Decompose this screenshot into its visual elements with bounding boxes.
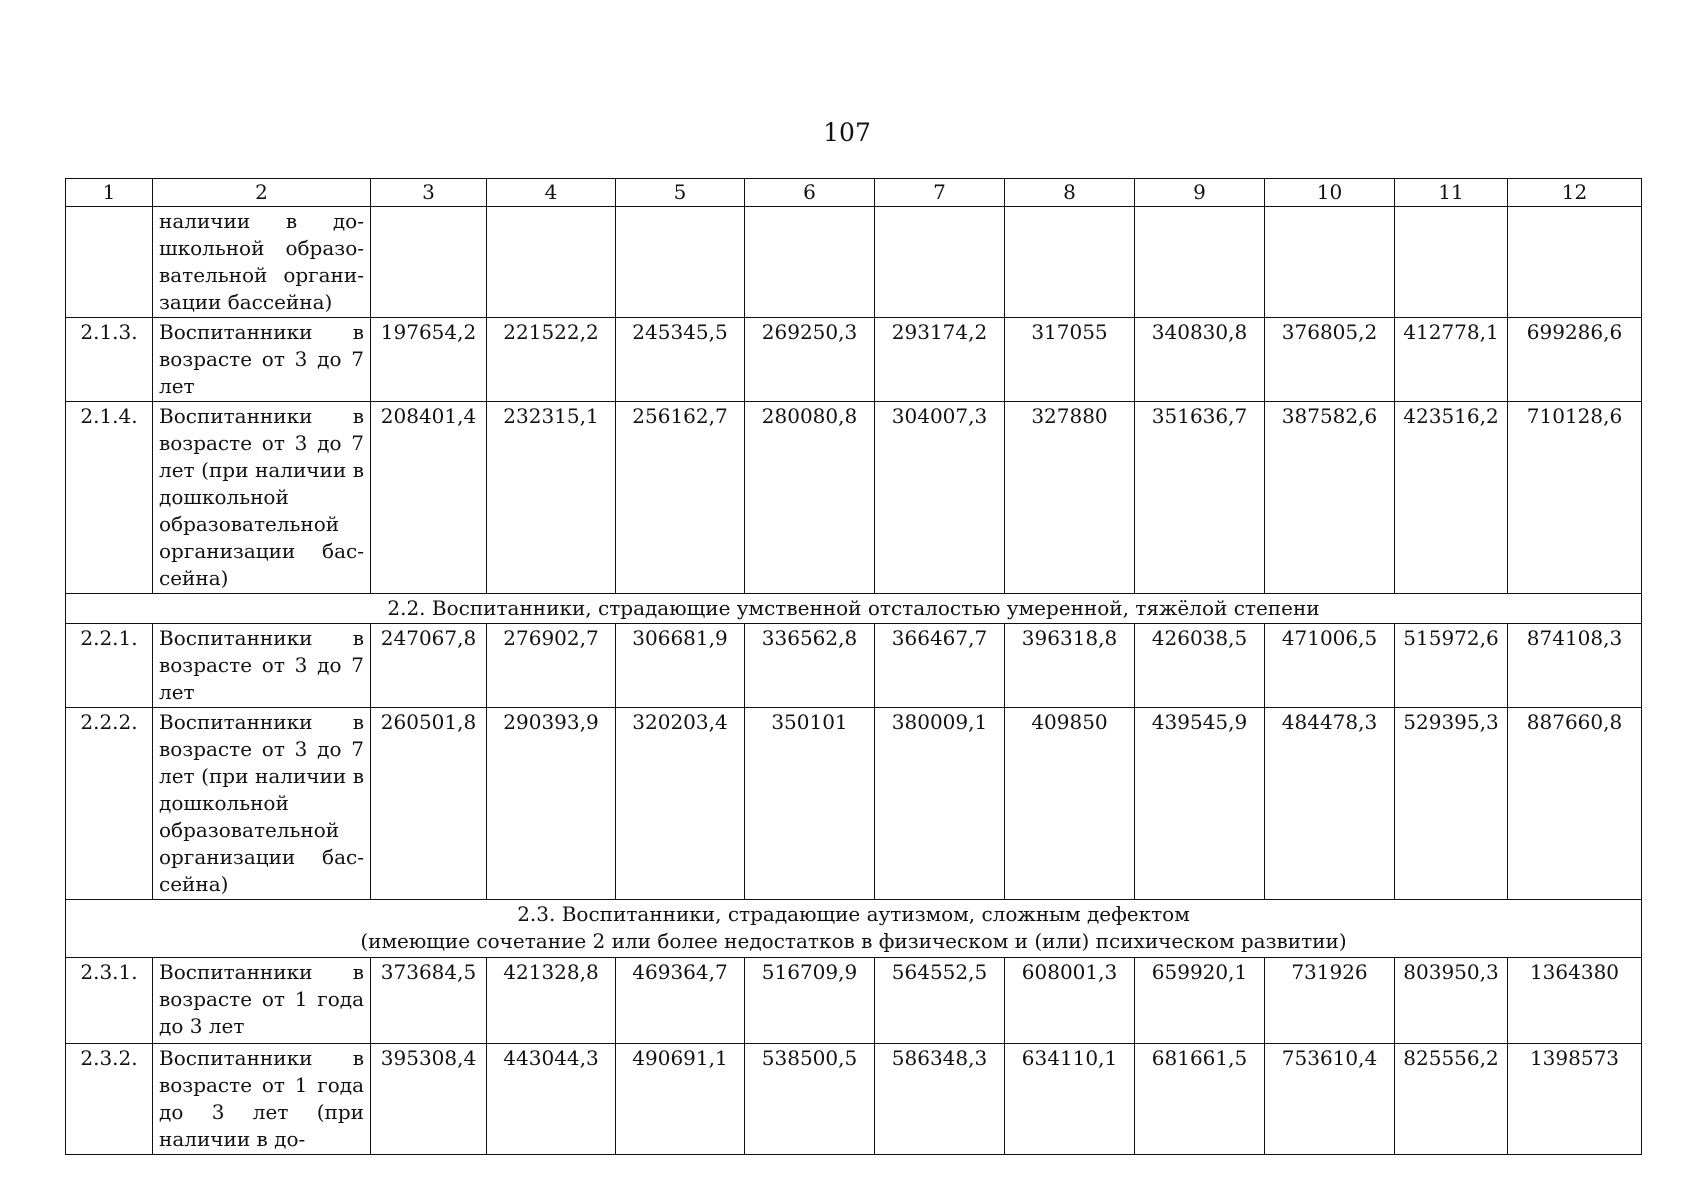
cell-value xyxy=(1508,207,1642,318)
column-number: 5 xyxy=(616,179,745,207)
cell-value: 471006,5 xyxy=(1265,624,1395,708)
cell-value: 247067,8 xyxy=(371,624,487,708)
cell-value: 825556,2 xyxy=(1395,1044,1508,1155)
row-name: Воспитанники в возрасте от 3 до 7 лет xyxy=(153,624,371,708)
column-number: 2 xyxy=(153,179,371,207)
row-name: Воспитанники в возрасте от 1 года до 3 лет (при наличии в до- xyxy=(153,1044,371,1155)
cell-value: 426038,5 xyxy=(1135,624,1265,708)
table-row xyxy=(66,318,1642,402)
table-row xyxy=(66,958,1642,1044)
table-row xyxy=(66,708,1642,900)
cell-value: 197654,2 xyxy=(371,318,487,402)
cell-value: 290393,9 xyxy=(487,708,616,900)
section-row xyxy=(66,594,1642,624)
row-number: 2.3.1. xyxy=(66,958,153,1044)
cell-value: 269250,3 xyxy=(745,318,875,402)
cell-value: 516709,9 xyxy=(745,958,875,1044)
section-heading: 2.2. Воспитанники, страдающие умственной отсталостью умеренной, тяжёлой степени xyxy=(66,594,1642,624)
cell-value: 1398573 xyxy=(1508,1044,1642,1155)
column-number-row xyxy=(66,179,1642,207)
cell-value: 681661,5 xyxy=(1135,1044,1265,1155)
table-row xyxy=(66,1044,1642,1155)
cell-value: 564552,5 xyxy=(875,958,1005,1044)
row-number: 2.3.2. xyxy=(66,1044,153,1155)
cell-value: 887660,8 xyxy=(1508,708,1642,900)
cell-value: 380009,1 xyxy=(875,708,1005,900)
column-number: 8 xyxy=(1005,179,1135,207)
cell-value: 376805,2 xyxy=(1265,318,1395,402)
row-name: Воспитанники в возрасте от 3 до 7 лет (при наличии в дошкольной образовательной организации бассейна) xyxy=(153,708,371,900)
column-number: 1 xyxy=(66,179,153,207)
cell-value: 396318,8 xyxy=(1005,624,1135,708)
row-number: 2.2.2. xyxy=(66,708,153,900)
cell-value xyxy=(616,207,745,318)
cell-value: 350101 xyxy=(745,708,875,900)
cell-value: 260501,8 xyxy=(371,708,487,900)
cell-value: 586348,3 xyxy=(875,1044,1005,1155)
column-number: 10 xyxy=(1265,179,1395,207)
row-name: Воспитанники в возрасте от 3 до 7 лет xyxy=(153,318,371,402)
cell-value: 634110,1 xyxy=(1005,1044,1135,1155)
cell-value: 373684,5 xyxy=(371,958,487,1044)
section-row xyxy=(66,900,1642,958)
cell-value xyxy=(745,207,875,318)
cell-value: 538500,5 xyxy=(745,1044,875,1155)
cell-value: 412778,1 xyxy=(1395,318,1508,402)
cell-value xyxy=(1395,207,1508,318)
row-number: 2.1.4. xyxy=(66,402,153,594)
row-number xyxy=(66,207,153,318)
cell-value: 221522,2 xyxy=(487,318,616,402)
cell-value: 366467,7 xyxy=(875,624,1005,708)
cell-value: 710128,6 xyxy=(1508,402,1642,594)
column-number: 7 xyxy=(875,179,1005,207)
cell-value: 515972,6 xyxy=(1395,624,1508,708)
cell-value: 208401,4 xyxy=(371,402,487,594)
data-table xyxy=(65,178,1642,1155)
column-number: 12 xyxy=(1508,179,1642,207)
cell-value: 256162,7 xyxy=(616,402,745,594)
section-heading xyxy=(66,900,1642,958)
cell-value: 351636,7 xyxy=(1135,402,1265,594)
cell-value: 320203,4 xyxy=(616,708,745,900)
cell-value: 469364,7 xyxy=(616,958,745,1044)
cell-value: 699286,6 xyxy=(1508,318,1642,402)
cell-value: 608001,3 xyxy=(1005,958,1135,1044)
cell-value: 421328,8 xyxy=(487,958,616,1044)
section-heading-line: 2.3. Воспитанники, страдающие аутизмом, сложным дефектом xyxy=(517,902,1190,926)
cell-value: 1364380 xyxy=(1508,958,1642,1044)
row-number: 2.2.1. xyxy=(66,624,153,708)
row-number: 2.1.3. xyxy=(66,318,153,402)
table-row xyxy=(66,624,1642,708)
cell-value: 280080,8 xyxy=(745,402,875,594)
cell-value xyxy=(1265,207,1395,318)
column-number: 3 xyxy=(371,179,487,207)
column-number: 9 xyxy=(1135,179,1265,207)
column-number: 4 xyxy=(487,179,616,207)
cell-value: 423516,2 xyxy=(1395,402,1508,594)
cell-value xyxy=(371,207,487,318)
cell-value: 731926 xyxy=(1265,958,1395,1044)
cell-value: 443044,3 xyxy=(487,1044,616,1155)
cell-value: 317055 xyxy=(1005,318,1135,402)
cell-value: 336562,8 xyxy=(745,624,875,708)
cell-value: 659920,1 xyxy=(1135,958,1265,1044)
cell-value xyxy=(1135,207,1265,318)
cell-value: 439545,9 xyxy=(1135,708,1265,900)
cell-value: 529395,3 xyxy=(1395,708,1508,900)
cell-value: 232315,1 xyxy=(487,402,616,594)
cell-value: 753610,4 xyxy=(1265,1044,1395,1155)
cell-value: 409850 xyxy=(1005,708,1135,900)
cell-value: 306681,9 xyxy=(616,624,745,708)
row-name: Воспитанники в возрасте от 3 до 7 лет (при наличии в дошкольной образовательной организации бассейна) xyxy=(153,402,371,594)
table-row xyxy=(66,207,1642,318)
cell-value: 803950,3 xyxy=(1395,958,1508,1044)
cell-value: 490691,1 xyxy=(616,1044,745,1155)
cell-value xyxy=(487,207,616,318)
cell-value: 484478,3 xyxy=(1265,708,1395,900)
cell-value: 387582,6 xyxy=(1265,402,1395,594)
cell-value: 340830,8 xyxy=(1135,318,1265,402)
table-row xyxy=(66,402,1642,594)
row-name: наличии в дошкольной образовательной организации бассейна) xyxy=(153,207,371,318)
row-name: Воспитанники в возрасте от 1 года до 3 лет xyxy=(153,958,371,1044)
cell-value: 874108,3 xyxy=(1508,624,1642,708)
cell-value: 395308,4 xyxy=(371,1044,487,1155)
cell-value xyxy=(1005,207,1135,318)
cell-value xyxy=(875,207,1005,318)
column-number: 11 xyxy=(1395,179,1508,207)
cell-value: 245345,5 xyxy=(616,318,745,402)
cell-value: 304007,3 xyxy=(875,402,1005,594)
cell-value: 327880 xyxy=(1005,402,1135,594)
column-number: 6 xyxy=(745,179,875,207)
cell-value: 293174,2 xyxy=(875,318,1005,402)
cell-value: 276902,7 xyxy=(487,624,616,708)
section-heading-line: (имеющие сочетание 2 или более недостатков в физическом и (или) психическом развитии) xyxy=(360,929,1347,953)
page-number: 107 xyxy=(823,118,871,147)
